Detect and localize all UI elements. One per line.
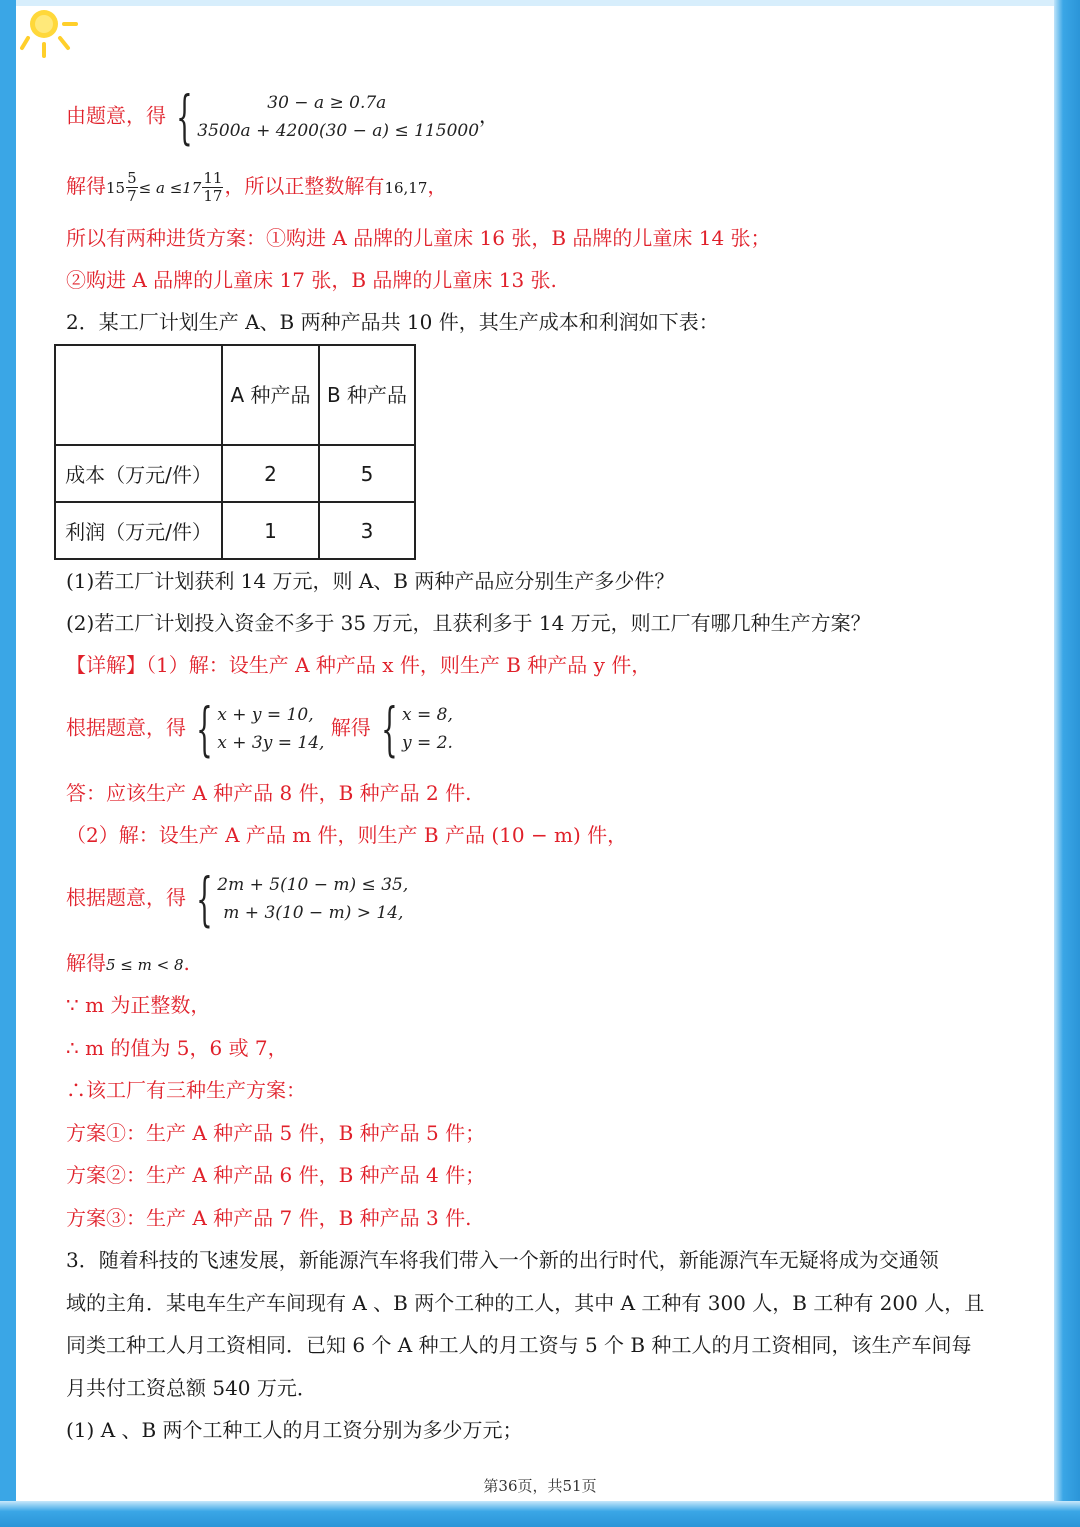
page-frame-left xyxy=(0,0,16,1527)
plan-line-a: 所以有两种进货方案：①购进 A 品牌的儿童床 16 张，B 品牌的儿童床 14 张； xyxy=(66,226,771,250)
question-3-line-2: 域的主角．某电车生产车间现有 A 、B 两个工种的工人，其中 A 工种有 300 人，B 工种有 200 人，且 xyxy=(66,1291,985,1315)
plan-line-b: ②购进 A 品牌的儿童床 17 张，B 品牌的儿童床 13 张. xyxy=(66,268,557,292)
solve-line-1: 解得15 $\frac{5}{7}$ ≤ a ≤17 $\frac{11}{17}$ ，所以正整数解有16,17， xyxy=(66,169,448,205)
equation-system-line: 根据题意，得 { x + y = 10, x + 3y = 14, 解得 { x = 8, y = 2. xyxy=(66,695,453,763)
sub-question-2: (2)若工厂计划投入资金不多于 35 万元，且获利多于 14 万元，则工厂有哪几种生产方案？ xyxy=(66,611,871,635)
page-frame-right xyxy=(1054,0,1080,1527)
detail-heading: 【详解】（1）解：设生产 A 种产品 x 件，则生产 B 种产品 y 件， xyxy=(66,653,652,677)
cell-profit-b: 3 xyxy=(319,502,415,559)
cell-cost-b: 5 xyxy=(319,445,415,502)
row-label-profit: 利润（万元/件） xyxy=(55,502,222,559)
question-3-line-3: 同类工种工人月工资相同．已知 6 个 A 种工人的月工资与 5 个 B 种工人的月工资相同，该生产车间每 xyxy=(66,1333,972,1357)
since-line: ∵ m 为正整数， xyxy=(66,993,211,1017)
part-2-setup: （2）解：设生产 A 产品 m 件，则生产 B 产品 (10 − m) 件， xyxy=(66,823,628,847)
inequality-system-line: 根据题意，得 { 2m + 5(10 − m) ≤ 35, m + 3(10 − m) > 14, xyxy=(66,865,409,933)
plan-2: 方案②：生产 A 种产品 6 件，B 种产品 4 件； xyxy=(66,1163,486,1187)
equation-system: { x + y = 10, x + 3y = 14, xyxy=(196,695,325,763)
inequality-system: { 30 − a ≥ 0.7a 3500a + 4200(30 − a) ≤ 115000 xyxy=(176,83,480,151)
question-3-line-4: 月共付工资总额 540 万元． xyxy=(66,1376,317,1400)
table-header-row xyxy=(55,345,415,445)
fraction-5-7: $\frac{5}{7}$ xyxy=(127,169,137,205)
plan-3: 方案③：生产 A 种产品 7 件，B 种产品 3 件. xyxy=(66,1206,472,1230)
system-line-1: 由题意，得 { 30 − a ≥ 0.7a 3500a + 4200(30 − a) ≤ 115000 ， xyxy=(66,83,500,151)
question-2-stem: 2．某工厂计划生产 A、B 两种产品共 10 件，其生产成本和利润如下表： xyxy=(66,310,719,334)
question-3-line-1: 3．随着科技的飞速发展，新能源汽车将我们带入一个新的出行时代，新能源汽车无疑将成为交通领 xyxy=(66,1248,939,1272)
table-header-a: A 种产品 xyxy=(222,345,319,445)
table-row xyxy=(55,445,415,502)
row-label-cost: 成本（万元/件） xyxy=(55,445,222,502)
answer-1: 答：应该生产 A 种产品 8 件，B 种产品 2 件. xyxy=(66,781,472,805)
table-row xyxy=(55,502,415,559)
solution-system: { x = 8, y = 2. xyxy=(381,695,453,763)
question-3-sub-1: (1) A 、B 两个工种工人的月工资分别为多少万元； xyxy=(66,1418,523,1442)
inequality-system-2: { 2m + 5(10 − m) ≤ 35, m + 3(10 − m) > 14, xyxy=(196,865,409,933)
values-line: ∴ m 的值为 5，6 或 7， xyxy=(66,1036,288,1060)
page-frame-top xyxy=(0,0,1080,6)
sub-question-1: (1)若工厂计划获利 14 万元，则 A、B 两种产品应分别生产多少件？ xyxy=(66,569,675,593)
fraction-11-17: $\frac{11}{17}$ xyxy=(203,169,223,205)
product-table xyxy=(54,344,416,560)
cell-profit-a: 1 xyxy=(222,502,319,559)
plan-1: 方案①：生产 A 种产品 5 件，B 种产品 5 件； xyxy=(66,1121,486,1145)
cell-cost-a: 2 xyxy=(222,445,319,502)
page-number: 第36页，共51页 xyxy=(483,1477,597,1495)
sun-icon xyxy=(14,4,84,60)
table-corner-cell xyxy=(55,345,222,445)
solve-line-2: 解得5 ≤ m < 8. xyxy=(66,951,190,975)
table-header-b: B 种产品 xyxy=(319,345,415,445)
three-plans-line: ∴该工厂有三种生产方案： xyxy=(66,1078,306,1102)
page-frame-bottom xyxy=(0,1501,1080,1527)
